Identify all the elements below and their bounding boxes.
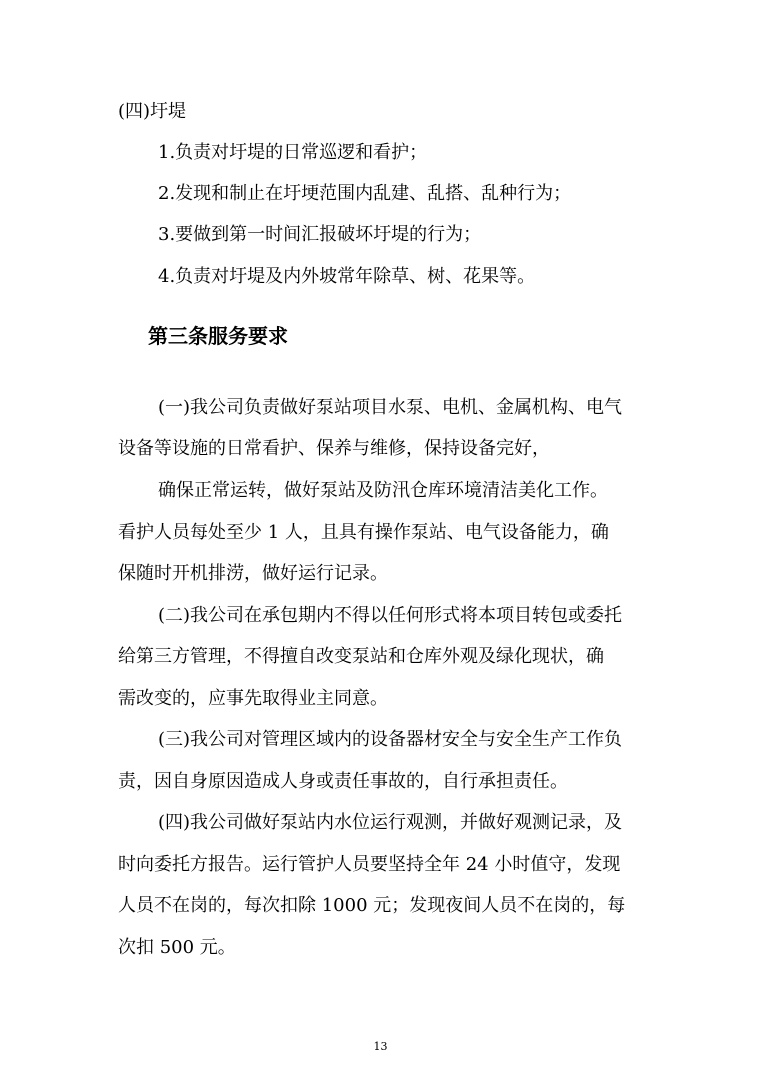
page-number: 13 <box>373 1040 388 1053</box>
paragraph-2-line-1: (二)我公司在承包期内不得以任何形式将本项目转包或委托 <box>158 605 623 626</box>
article-title: 第三条服务要求 <box>148 324 288 348</box>
paragraph-4-line-3: 人员不在岗的，每次扣除 1000 元；发现夜间人员不在岗的，每 <box>118 895 626 916</box>
paragraph-3-line-2: 责，因自身原因造成人身或责任事故的，自行承担责任。 <box>118 771 568 792</box>
paragraph-2-line-2: 给第三方管理，不得擅自改变泵站和仓库外观及绿化现状，确 <box>118 646 604 667</box>
paragraph-1-line-5: 保随时开机排涝，做好运行记录。 <box>118 563 388 584</box>
paragraph-4-line-1: (四)我公司做好泵站内水位运行观测，并做好观测记录，及 <box>158 812 623 833</box>
dike-item-2: 2.发现和制止在圩埂范围内乱建、乱搭、乱种行为； <box>158 183 572 204</box>
paragraph-2-line-3: 需改变的，应事先取得业主同意。 <box>118 688 388 709</box>
paragraph-1-line-3: 确保正常运转，做好泵站及防汛仓库环境清洁美化工作。 <box>158 480 608 501</box>
section-heading-dike: (四)圩堤 <box>118 101 187 122</box>
dike-item-3: 3.要做到第一时间汇报破坏圩堤的行为； <box>158 224 482 245</box>
paragraph-1-line-4: 看护人员每处至少 1 人，且具有操作泵站、电气设备能力，确 <box>118 522 609 543</box>
dike-item-1: 1.负责对圩堤的日常巡逻和看护； <box>158 142 428 163</box>
paragraph-4-line-2: 时向委托方报告。运行管护人员要坚持全年 24 小时值守，发现 <box>118 854 621 875</box>
dike-item-4: 4.负责对圩堤及内外坡常年除草、树、花果等。 <box>158 266 536 287</box>
paragraph-1-line-2: 设备等设施的日常看护、保养与维修，保持设备完好， <box>118 438 550 459</box>
paragraph-1-line-1: (一)我公司负责做好泵站项目水泵、电机、金属机构、电气 <box>158 397 623 418</box>
paragraph-3-line-1: (三)我公司对管理区域内的设备器材安全与安全生产工作负 <box>158 729 623 750</box>
paragraph-4-line-4: 次扣 500 元。 <box>118 937 236 958</box>
